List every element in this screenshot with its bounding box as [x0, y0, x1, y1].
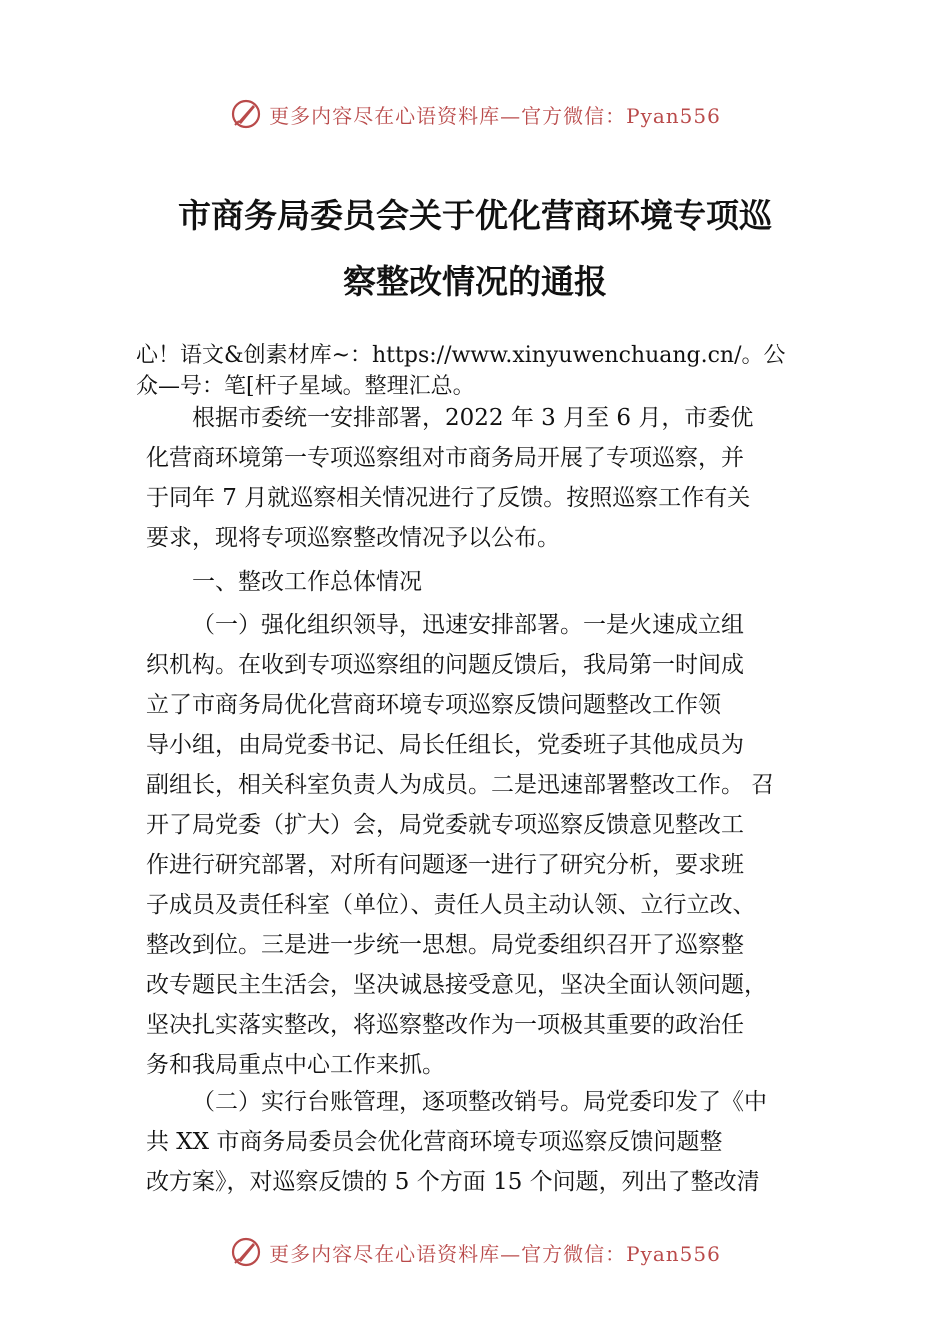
notice-line: 心！语文&创素材库~：https://www.xinyuwenchuang.cn/。公 — [136, 343, 786, 368]
document-title-line-2: 察整改情况的通报 — [343, 262, 607, 301]
text-line: 务和我局重点中心工作来抓。 — [146, 1052, 445, 1078]
banner-text: 更多内容尽在心语资料库—官方微信：Pyan556 — [269, 1241, 721, 1266]
text-line: 织机构。在收到专项巡察组的问题反馈后，我局第一时间成 — [146, 652, 744, 678]
paragraph-ledger — [146, 1082, 818, 1202]
text-line: 整改到位。三是进一步统一思想。局党委组织召开了巡察整 — [146, 932, 744, 958]
text-line: 子成员及责任科室（单位）、责任人员主动认领、立行立改、 — [146, 892, 756, 918]
text-line: 开了局党委（扩大）会，局党委就专项巡察反馈意见整改工 — [146, 812, 744, 838]
text-line: 于同年 7 月就巡察相关情况进行了反馈。按照巡察工作有关 — [146, 485, 751, 511]
text-line: 共 XX 市商务局委员会优化营商环境专项巡察反馈问题整 — [146, 1129, 723, 1155]
banner-text: 更多内容尽在心语资料库—官方微信：Pyan556 — [269, 103, 721, 128]
text-line: （一）强化组织领导，迅速安排部署。一是火速成立组 — [192, 612, 744, 638]
text-line: 作进行研究部署，对所有问题逐一进行了研究分析，要求班 — [146, 852, 744, 878]
footer-banner — [0, 1232, 950, 1272]
text-line: 要求，现将专项巡察整改情况予以公布。 — [146, 525, 560, 551]
section-heading — [146, 562, 818, 602]
heading-text: 一、整改工作总体情况 — [192, 569, 422, 595]
text-line: （二）实行台账管理，逐项整改销号。局党委印发了《中 — [192, 1089, 767, 1115]
text-line: 改方案》，对巡察反馈的 5 个方面 15 个问题，列出了整改清 — [146, 1169, 760, 1195]
paragraph-intro — [146, 398, 818, 558]
text-line: 导小组，由局党委书记、局长任组长，党委班子其他成员为 — [146, 732, 744, 758]
notice-line: 众—号：笔[杆子星域。整理汇总。 — [136, 374, 475, 399]
text-line: 立了市商务局优化营商环境专项巡察反馈问题整改工作领 — [146, 692, 721, 718]
quill-pen-logo-icon — [229, 97, 263, 131]
source-notice — [136, 340, 826, 402]
text-line: 坚决扎实落实整改，将巡察整改作为一项极其重要的政治任 — [146, 1012, 744, 1038]
text-line: 副组长，相关科室负责人为成员。二是迅速部署整改工作。 召 — [146, 772, 775, 798]
text-line: 化营商环境第一专项巡察组对市商务局开展了专项巡察，并 — [146, 445, 744, 471]
text-line: 改专题民主生活会，坚决诚恳接受意见，坚决全面认领问题， — [146, 972, 767, 998]
paragraph-organization — [146, 605, 818, 1085]
quill-pen-logo-icon — [229, 1235, 263, 1269]
text-line: 根据市委统一安排部署，2022 年 3 月至 6 月，市委优 — [192, 405, 754, 431]
document-title-line-1: 市商务局委员会关于优化营商环境专项巡 — [178, 196, 772, 235]
header-banner — [0, 94, 950, 134]
